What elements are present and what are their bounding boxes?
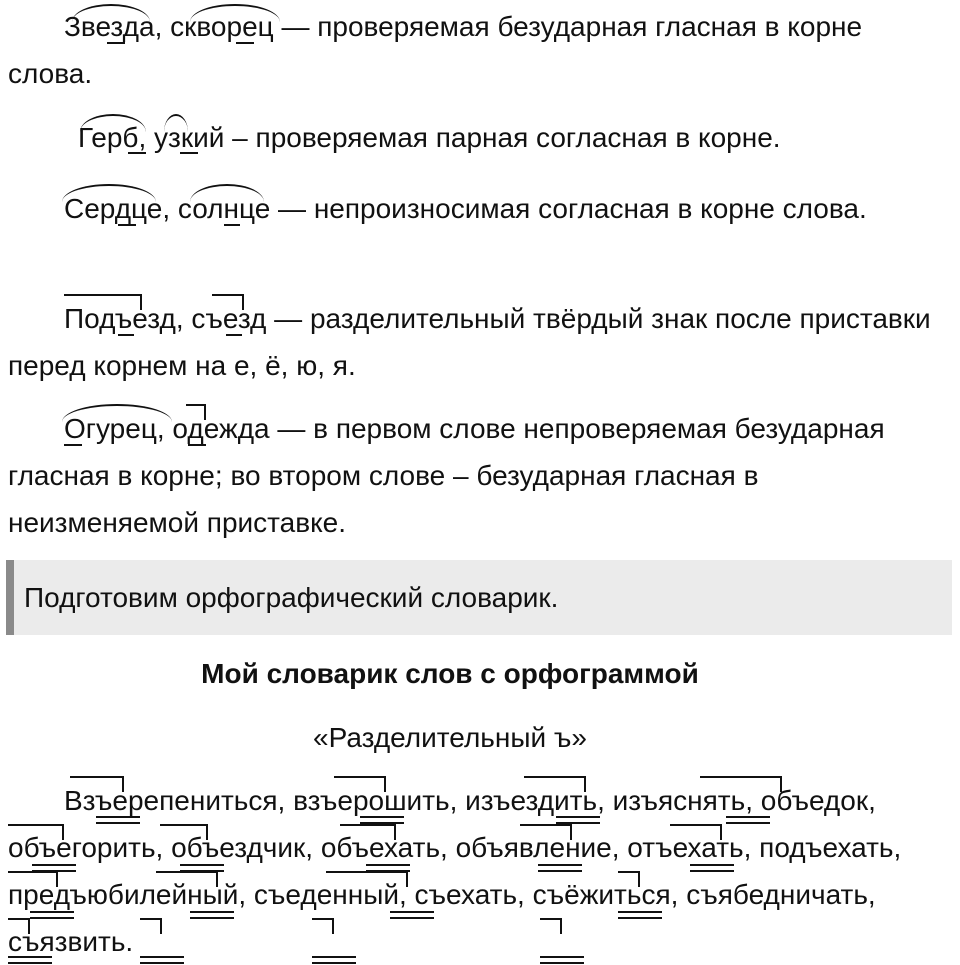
paragraph-3: Сердце, солнце — непроизносимая согласная в корне слова. <box>64 193 867 224</box>
paragraph-5: Огурец, одежда — в первом слове непроверяемая безударная гласная в корне; во втором слове – безударная гласная в неизменяемой приставке. <box>8 413 885 538</box>
paragraph-1: Звезда, скворец — проверяемая безударная гласная в корне слова. <box>8 11 863 89</box>
callout-text: Подготовим орфографический словарик. <box>24 582 559 613</box>
paragraph-4: Подъезд, съезд — разделительный твёрдый знак после приставки перед корнем на е, ё, ю, я. <box>8 303 931 381</box>
dictionary-title: Мой словарик слов с орфограммой <box>201 658 699 689</box>
paragraph-2: Герб, узкий – проверяемая парная согласная в корне. <box>78 122 781 153</box>
dictionary-words: Взъерепениться, взъерошить, изъездить, изъяснять, объедок, объегорить, объездчик, объехать, объявление, отъехать, подъехать, предъюбилейный, съеденный, съехать, съёжиться, съябедничать, съязвить. <box>8 785 902 957</box>
dictionary-subtitle: «Разделительный ъ» <box>313 722 587 753</box>
callout-box <box>6 560 952 635</box>
